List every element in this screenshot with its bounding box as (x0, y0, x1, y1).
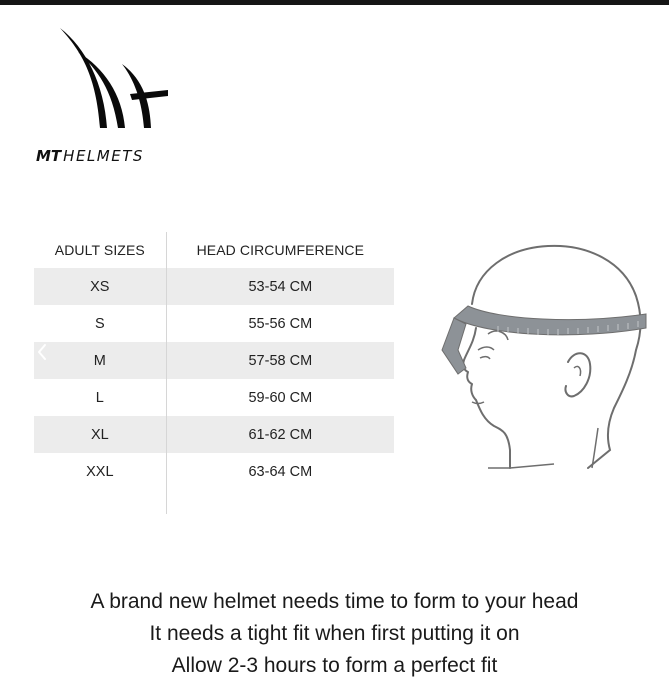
circumference-cell: 53-54 CM (248, 278, 313, 295)
circumference-cell: 59-60 CM (248, 389, 313, 406)
instruction-line: Allow 2-3 hours to form a perfect fit (171, 654, 498, 677)
instruction-line: It needs a tight fit when first putting it on (149, 622, 520, 645)
header-head-circumference: HEAD CIRCUMFERENCE (196, 242, 365, 258)
circumference-cell: 63-64 CM (248, 463, 313, 480)
table-row (34, 268, 394, 305)
table-header-row (34, 232, 394, 268)
circumference-cell: 57-58 CM (248, 352, 313, 369)
size-cell: XS (34, 268, 167, 305)
instruction-line: A brand new helmet needs time to form to your head (90, 590, 579, 613)
top-bar (0, 0, 669, 5)
table-row (34, 416, 394, 453)
brand-suffix: HELMETS (63, 147, 144, 165)
brand-prefix: MT (36, 147, 62, 165)
table-row (34, 305, 394, 342)
size-cell: XL (34, 416, 167, 453)
circumference-cell: 61-62 CM (248, 426, 313, 443)
size-cell: S (34, 305, 167, 342)
table-row (34, 342, 394, 379)
circumference-cell: 55-56 CM (248, 315, 313, 332)
table-row (34, 379, 394, 416)
size-cell: L (34, 379, 167, 416)
head-measuring-tape-icon (428, 232, 654, 472)
table-row (34, 453, 394, 490)
brand-wordmark (36, 146, 144, 164)
table-bottom-spacer (34, 490, 394, 514)
fit-instructions (0, 586, 669, 682)
size-cell: M (34, 342, 167, 379)
chevron-left-icon[interactable] (36, 343, 48, 361)
size-cell: XXL (34, 453, 167, 490)
header-adult-sizes: ADULT SIZES (34, 232, 167, 268)
size-chart-table (34, 232, 394, 514)
mt-logo-icon (52, 24, 172, 136)
